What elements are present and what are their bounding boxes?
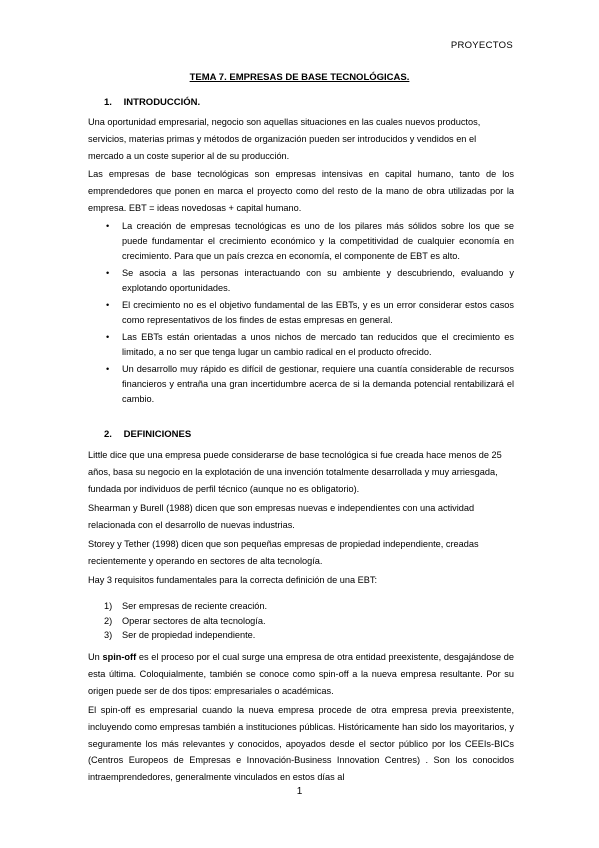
list-item: • Un desarrollo muy rápido es difícil de gestionar, requiere una cuantía considerable de recursos financieros y entraña una gran incertidumbre acerca de si la demanda potencial rentabilizará el cambio. <box>106 363 514 405</box>
page-number: 1 <box>296 786 303 797</box>
requirements-intro: Hay 3 requisitos fundamentales para la correcta definición de una EBT: <box>88 575 378 585</box>
document-title: TEMA 7. EMPRESAS DE BASE TECNOLÓGICAS. <box>189 72 410 83</box>
definition-paragraph-shearman: Shearman y Burell (1988) dicen que son empresas nuevas e independientes con una actividad relacionada con el desarrollo de nuevas industrias. <box>88 503 475 530</box>
spinoff-paragraph-1: Un spin-off es el proceso por el cual surge una empresa de otra entidad preexistente, desgajándose de esta última. Coloquialmente, también se conoce como spin-off a la nueva empresa resultante. Por su origen puede ser de dos tipos: empresariales o académicas. <box>88 652 514 696</box>
section-heading-introduccion <box>104 97 200 108</box>
definition-paragraph-little: Little dice que una empresa puede considerarse de base tecnológica si fue creada hace menos de 25 años, basa su negocio en la explotación de una invención totalmente desarrollada y muy arriesgada, fundada por individuos de perfil técnico (aunque no es obligatorio). <box>88 450 502 494</box>
section-number: 2. <box>104 429 112 440</box>
spinoff-paragraph-2: El spin-off es empresarial cuando la nueva empresa procede de otra empresa previa preexistente, incluyendo como empresas también a instituciones públicas. Históricamente han sido los mayoritarios, y seguramente los más relevantes y conocidos, apoyados desde el sector público por los CEEIs-BICs (Centros Europeos de Empresas e Innovación-Business Innovation Centres) . Son los conocidos intraemprendedores, generalmente vinculados en estos días al <box>88 705 514 783</box>
page-header: PROYECTOS <box>450 40 513 51</box>
intro-paragraph-2: Las empresas de base tecnológicas son empresas intensivas en capital humano, tanto de los emprendedores que ponen en marca el proyecto como del resto de la mano de obra utilizadas por la empresa. EBT = ideas novedosas + capital humano. <box>88 169 514 213</box>
section-title: DEFINICIONES <box>123 429 192 440</box>
intro-paragraph-1: Una oportunidad empresarial, negocio son aquellas situaciones en las cuales nuevos productos, servicios, materias primas y métodos de organización pueden ser introducidos y vendidos en el mercado a un coste superior al de su producción. <box>88 117 481 161</box>
section-title: INTRODUCCIÓN. <box>123 97 201 108</box>
requirements-list <box>104 599 504 643</box>
list-item: • El crecimiento no es el objetivo fundamental de las EBTs, y es un error considerar estos casos como representativos de los findes de estas empresas en general. <box>106 300 514 326</box>
section-number: 1. <box>104 97 112 108</box>
bullet-icon: • <box>106 268 110 279</box>
bullet-icon: • <box>106 331 110 342</box>
bullet-icon: • <box>106 221 110 231</box>
list-item: 2) Operar sectores de alta tecnología. <box>104 615 266 626</box>
definition-paragraph-storey: Storey y Tether (1998) dicen que son pequeñas empresas de propiedad independiente, creadas recientemente y operando en sectores de alta tecnología. <box>88 539 479 566</box>
section-heading-definiciones <box>104 429 191 440</box>
list-item: • La creación de empresas tecnológicas es uno de los pilares más sólidos sobre los que se puede fundamentar el crecimiento económico y la competitividad de cualquier economía en crecimiento. Para que un país crezca en economía, el componente de EBT es alto. <box>106 221 514 262</box>
list-item: 3) Ser de propiedad independiente. <box>104 630 256 640</box>
bullet-list <box>88 219 514 409</box>
list-item: • Se asocia a las personas interactuando con su ambiente y descubriendo, evaluando y explotando oportunidades. <box>106 268 514 294</box>
list-item: 1) Ser empresas de reciente creación. <box>104 601 268 611</box>
bullet-icon: • <box>106 300 110 311</box>
spinoff-term: spin-off <box>102 652 137 662</box>
bullet-icon: • <box>106 363 110 374</box>
list-item: • Las EBTs están orientadas a unos nichos de mercado tan reducidos que el crecimiento es limitado, a no ser que tenga lugar un cambio radical en el producto ofrecido. <box>106 331 514 358</box>
